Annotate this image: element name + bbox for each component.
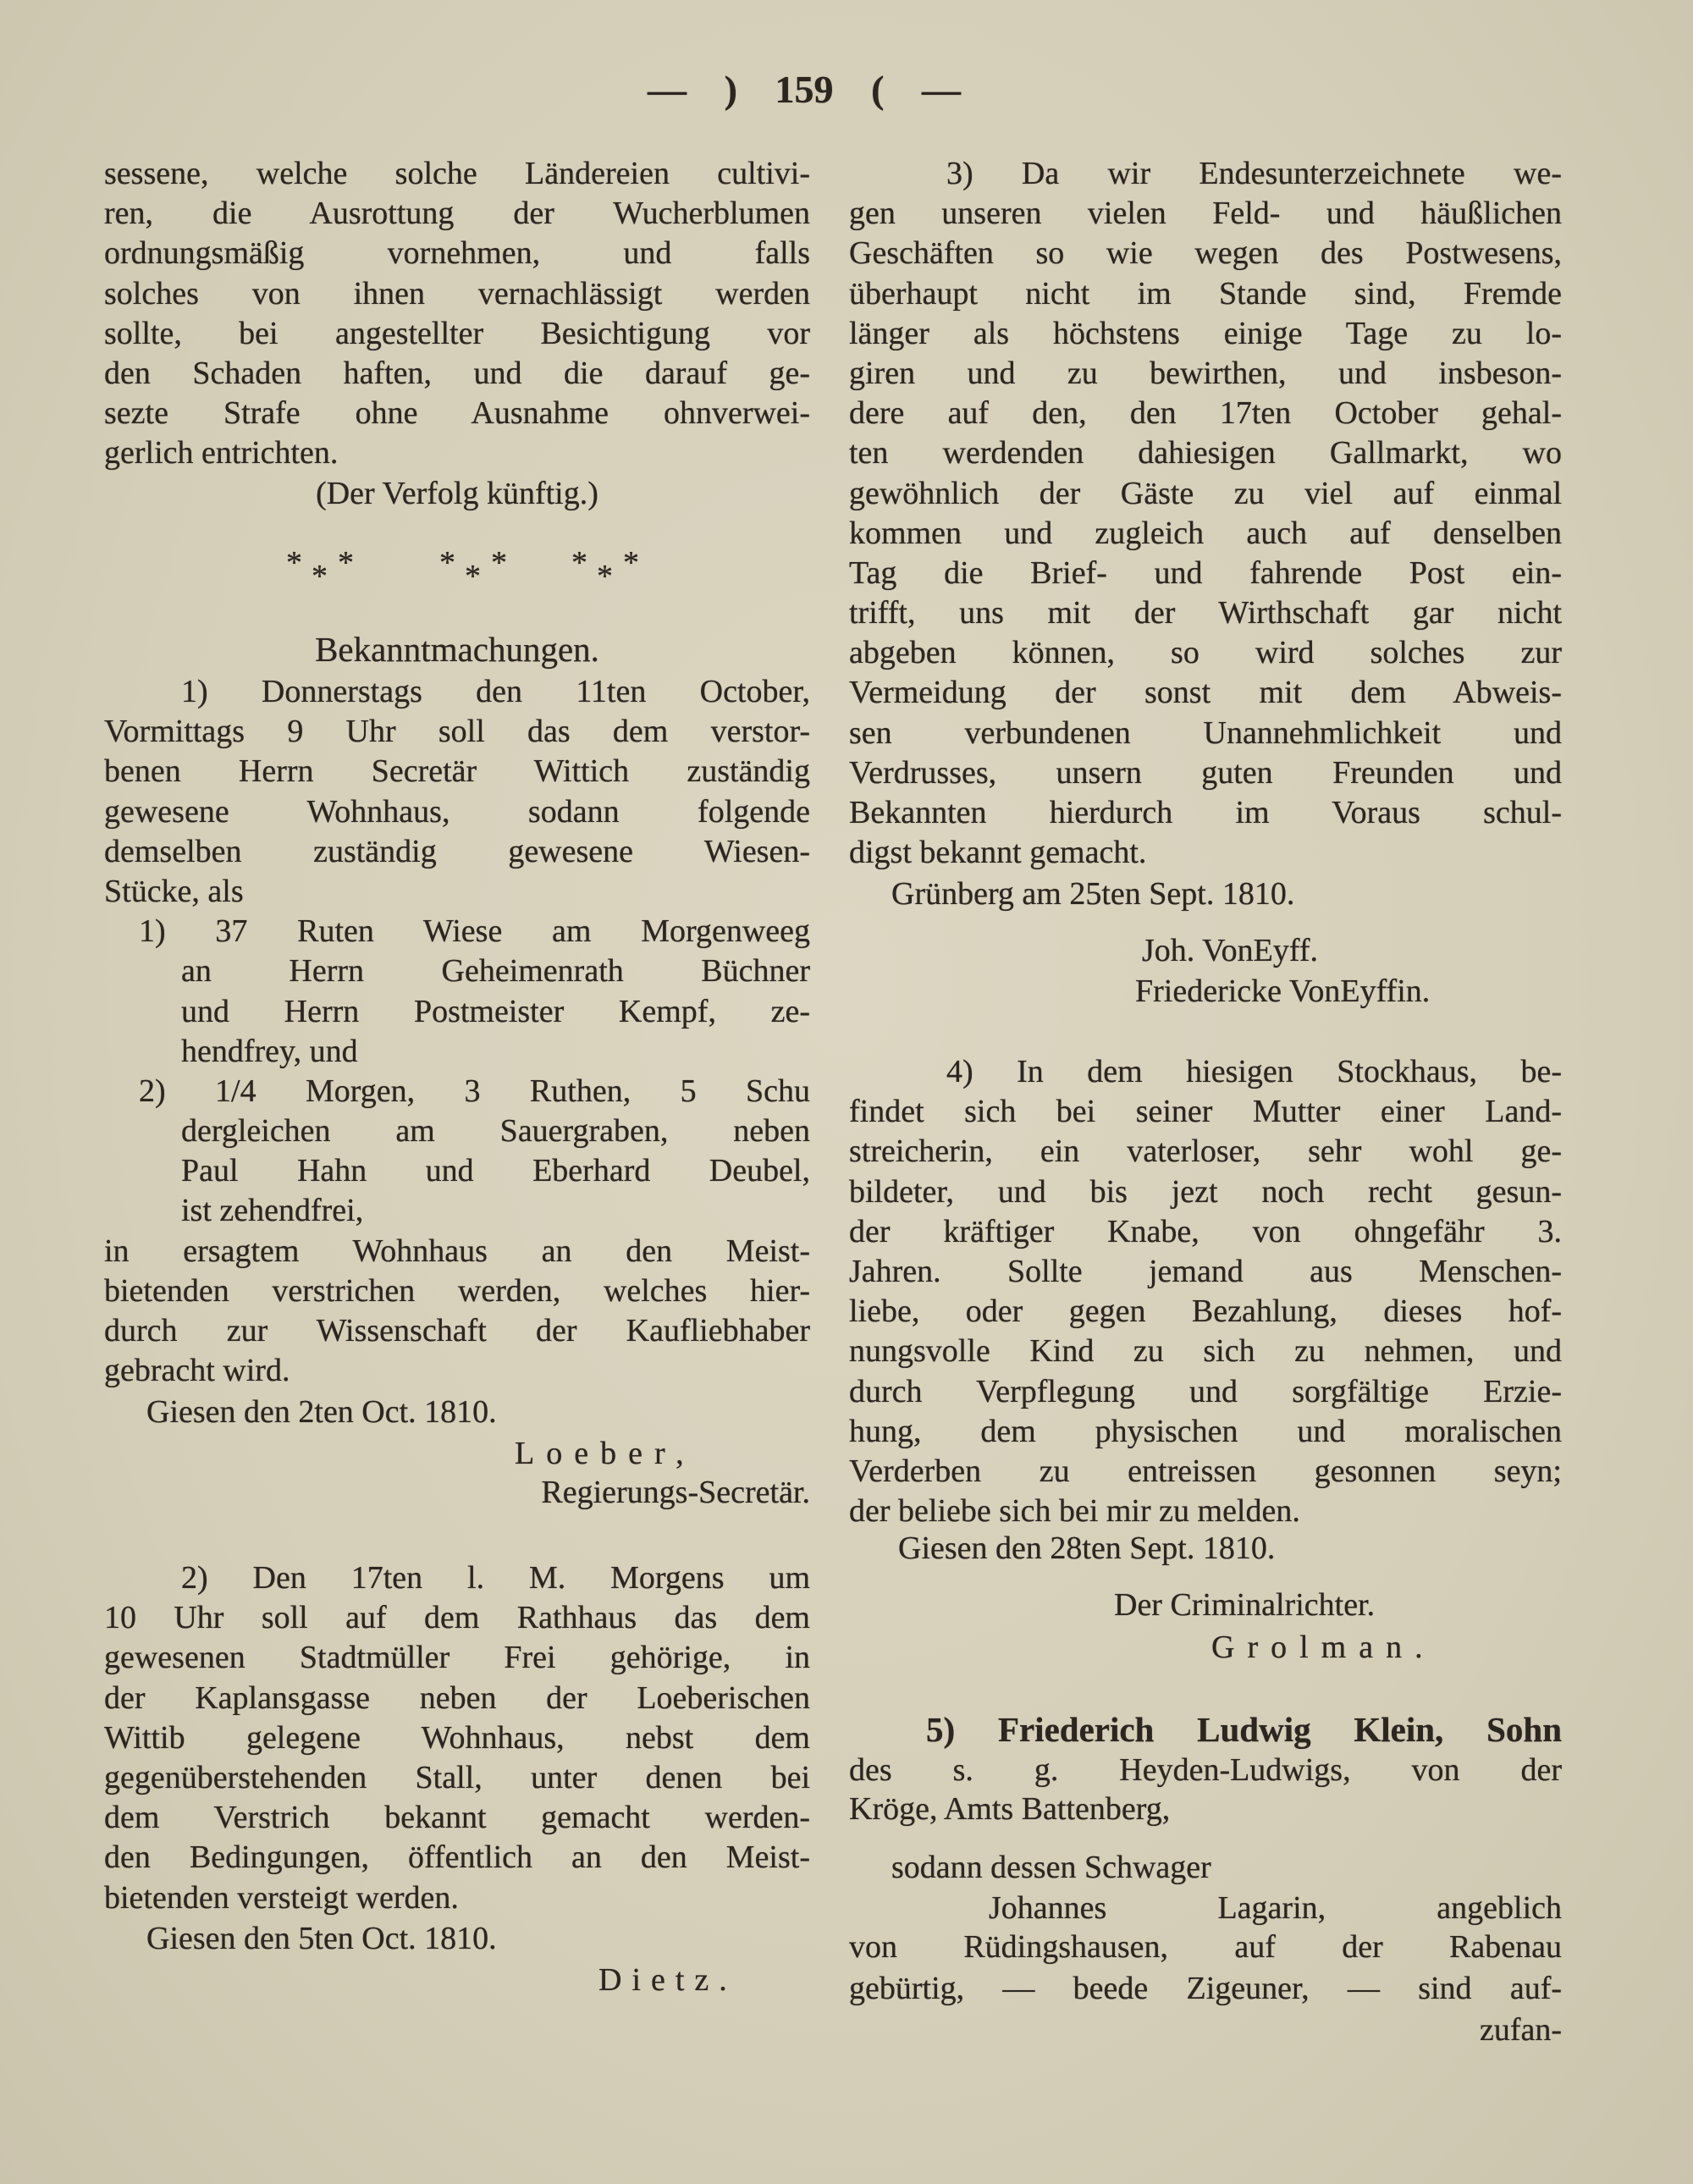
notice-1-signature: Loeber, [515, 1436, 696, 1471]
notice-1-line: gewesene Wohnhaus, sodann folgende [104, 793, 810, 830]
notice-1-item-line: und Herrn Postmeister Kempf, ze- [181, 993, 810, 1029]
notice-3-line: sen verbundenen Unannehmlichkeit und [849, 714, 1562, 751]
article-line: den Schaden haften, und die darauf ge- [104, 355, 810, 391]
notice-1-line: benen Herrn Secretär Wittich zuständig [104, 753, 810, 790]
notice-3-line: Verdrusses, unsern guten Freunden und [849, 754, 1562, 791]
notice-4-line: bildeter, und bis jezt noch recht gesun- [849, 1173, 1562, 1210]
asterisk: * [465, 559, 481, 594]
notice-1-item-line: hendfrey, und [181, 1033, 358, 1069]
asterisk: * [623, 545, 639, 581]
notice-3-line: Geschäften so wie wegen des Postwesens, [849, 235, 1562, 272]
notice-1-item-line: 1) 37 Ruten Wiese am Morgenweeg [139, 913, 810, 950]
notice-1-line: Vormittags 9 Uhr soll das dem verstor- [104, 714, 810, 750]
notice-5-line: Johannes Lagarin, angeblich [989, 1890, 1562, 1926]
notice-3-line: trifft, uns mit der Wirthschaft gar nicht [849, 595, 1562, 631]
notice-1-item-line: 2) 1/4 Morgen, 3 Ruthen, 5 Schu [139, 1073, 810, 1109]
notice-4-signature-title: Der Criminalrichter. [1114, 1587, 1376, 1623]
notice-1-item-line: ist zehendfrei, [181, 1193, 364, 1229]
notice-4-line: Jahren. Sollte jemand aus Menschen- [849, 1253, 1562, 1289]
notice-1-line: bietenden verstrichen werden, welches hier- [104, 1272, 810, 1309]
notice-5-line: gebürtig, — beede Zigeuner, — sind auf- [849, 1971, 1562, 2006]
notice-1-line: demselben zuständig gewesene Wiesen- [104, 833, 810, 869]
notice-2-line: gegenüberstehenden Stall, unter denen bei [104, 1759, 810, 1795]
notice-1-line: Stücke, als [104, 873, 244, 909]
notice-3-line: abgeben können, so wird solches zur [849, 635, 1562, 671]
notice-4-line: nungsvolle Kind zu sich zu nehmen, und [849, 1333, 1562, 1370]
notice-2-line: 10 Uhr soll auf dem Rathhaus das dem [104, 1600, 810, 1636]
notice-1-line: in ersagtem Wohnhaus an den Meist- [104, 1233, 810, 1269]
notice-1-line: durch zur Wissenschaft der Kaufliebhaber [104, 1313, 810, 1348]
notice-4-line: der beliebe sich bei mir zu melden. [849, 1493, 1300, 1530]
article-line: ordnungsmäßig vornehmen, und falls [104, 235, 810, 272]
notice-3-date: Grünberg am 25ten Sept. 1810. [891, 876, 1295, 912]
continuation-note: (Der Verfolg künftig.) [316, 476, 598, 511]
notice-1-line: gebracht wird. [104, 1353, 290, 1389]
notice-2 [104, 1558, 810, 1918]
notice-4-line: liebe, oder gegen Bezahlung, dieses hof- [849, 1293, 1562, 1330]
article-line: sessene, welche solche Ländereien cultivi- [104, 156, 810, 191]
asterism-separator [571, 547, 639, 598]
notice-2-line: den Bedingungen, öffentlich an den Meist- [104, 1839, 810, 1876]
notice-4-date: Giesen den 28ten Sept. 1810. [898, 1530, 1276, 1566]
notice-3-line: gen unseren vielen Feld- und häußlichen [849, 196, 1562, 232]
asterisk: * [286, 545, 302, 581]
notice-3-line: länger als höchstens einige Tage zu lo- [849, 315, 1562, 351]
asterisk: * [491, 545, 507, 581]
notice-4-line: Verderben zu entreissen gesonnen seyn; [849, 1453, 1562, 1489]
notice-3-line: ten werdenden dahiesigen Gallmarkt, wo [849, 435, 1562, 472]
notice-2-line: der Kaplansgasse neben der Loeberischen [104, 1679, 810, 1716]
asterisk: * [312, 559, 328, 594]
article-line: sollte, bei angestellter Besichtigung vor [104, 315, 810, 351]
notice-3-line: Tag die Brief- und fahrende Post ein- [849, 554, 1562, 591]
notice-4 [849, 1052, 1562, 1531]
notice-5-line: Kröge, Amts Battenberg, [849, 1791, 1171, 1827]
notice-3-line: Bekannten hierdurch im Voraus schul- [849, 795, 1562, 830]
notice-3-line: dere auf den, den 17ten October gehal- [849, 395, 1562, 432]
notice-3-line: digst bekannt gemacht. [849, 835, 1147, 871]
article-line: sezte Strafe ohne Ausnahme ohnverwei- [104, 395, 810, 432]
notice-2-line: Wittib gelegene Wohnhaus, nebst dem [104, 1719, 810, 1756]
asterisk: * [338, 545, 354, 581]
notice-4-signature: Grolman. [1211, 1630, 1436, 1665]
notice-1-item-line: an Herrn Geheimenrath Büchner [181, 953, 810, 990]
notice-4-line: der kräftiger Knabe, von ohngefähr 3. [849, 1213, 1562, 1249]
notice-3 [849, 154, 1562, 873]
notice-4-line: streicherin, ein vaterloser, sehr wohl ge- [849, 1133, 1562, 1170]
article-line: gerlich entrichten. [104, 435, 339, 472]
notice-3-line: überhaupt nicht im Stande sind, Fremde [849, 275, 1562, 312]
asterisk: * [439, 545, 455, 581]
notice-3-signature-2: Friedericke VonEyffin. [1135, 973, 1431, 1009]
notice-1-line: 1) Donnerstags den 11ten October, [181, 674, 810, 709]
notice-2-signature: Dietz. [598, 1962, 737, 1998]
notice-3-line: gewöhnlich der Gäste zu viel auf einmal [849, 475, 1562, 511]
notice-4-line: hung, dem physischen und moralischen [849, 1413, 1562, 1449]
notice-1-date: Giesen den 2ten Oct. 1810. [146, 1394, 497, 1430]
notice-1-item-line: Paul Hahn und Eberhard Deubel, [181, 1153, 810, 1189]
notice-3-line: 3) Da wir Endesunterzeichnete we- [946, 156, 1562, 191]
notice-3-line: kommen und zugleich auch auf denselben [849, 515, 1562, 551]
notice-1-item-line: dergleichen am Sauergraben, neben [181, 1113, 810, 1150]
notice-5-catchword: zufan- [1479, 2012, 1562, 2048]
notice-4-line: findet sich bei seiner Mutter einer Land- [849, 1094, 1562, 1130]
notice-5-line: 5) Friederich Ludwig Klein, Sohn [926, 1710, 1562, 1749]
notice-5-line: sodann dessen Schwager [891, 1850, 1211, 1885]
notice-2-line: dem Verstrich bekannt gemacht werden- [104, 1800, 810, 1836]
notice-2-line: bietenden versteigt werden. [104, 1879, 459, 1916]
notice-3-signature-1: Joh. VonEyff. [1142, 933, 1318, 968]
notice-2-date: Giesen den 5ten Oct. 1810. [146, 1921, 497, 1956]
asterisk: * [597, 559, 613, 594]
page-number-header: — ) 159 ( — [648, 68, 961, 111]
notice-2-line: gewesenen Stadtmüller Frei gehörige, in [104, 1640, 810, 1676]
asterism-separator [439, 547, 507, 598]
notice-5-line: von Rüdingshausen, auf der Rabenau [849, 1929, 1562, 1965]
article-line: solches von ihnen vernachlässigt werden [104, 275, 810, 312]
notice-1 [104, 672, 810, 1391]
notice-4-line: 4) In dem hiesigen Stockhaus, be- [946, 1054, 1562, 1089]
article-line: ren, die Ausrottung der Wucherblumen [104, 196, 810, 232]
notice-1-signature-title: Regierungs-Secretär. [541, 1475, 810, 1510]
notice-3-line: Vermeidung der sonst mit dem Abweis- [849, 675, 1562, 711]
notice-5-line: des s. g. Heyden-Ludwigs, von der [849, 1752, 1562, 1788]
asterism-separator [286, 547, 354, 598]
asterisk: * [571, 545, 587, 581]
notice-3-line: giren und zu bewirthen, und insbeson- [849, 355, 1562, 391]
section-title: Bekanntmachungen. [315, 630, 599, 669]
continued-article [104, 154, 810, 474]
notice-2-line: 2) Den 17ten l. M. Morgens um [181, 1560, 810, 1596]
notice-4-line: durch Verpflegung und sorgfältige Erzie- [849, 1373, 1562, 1409]
